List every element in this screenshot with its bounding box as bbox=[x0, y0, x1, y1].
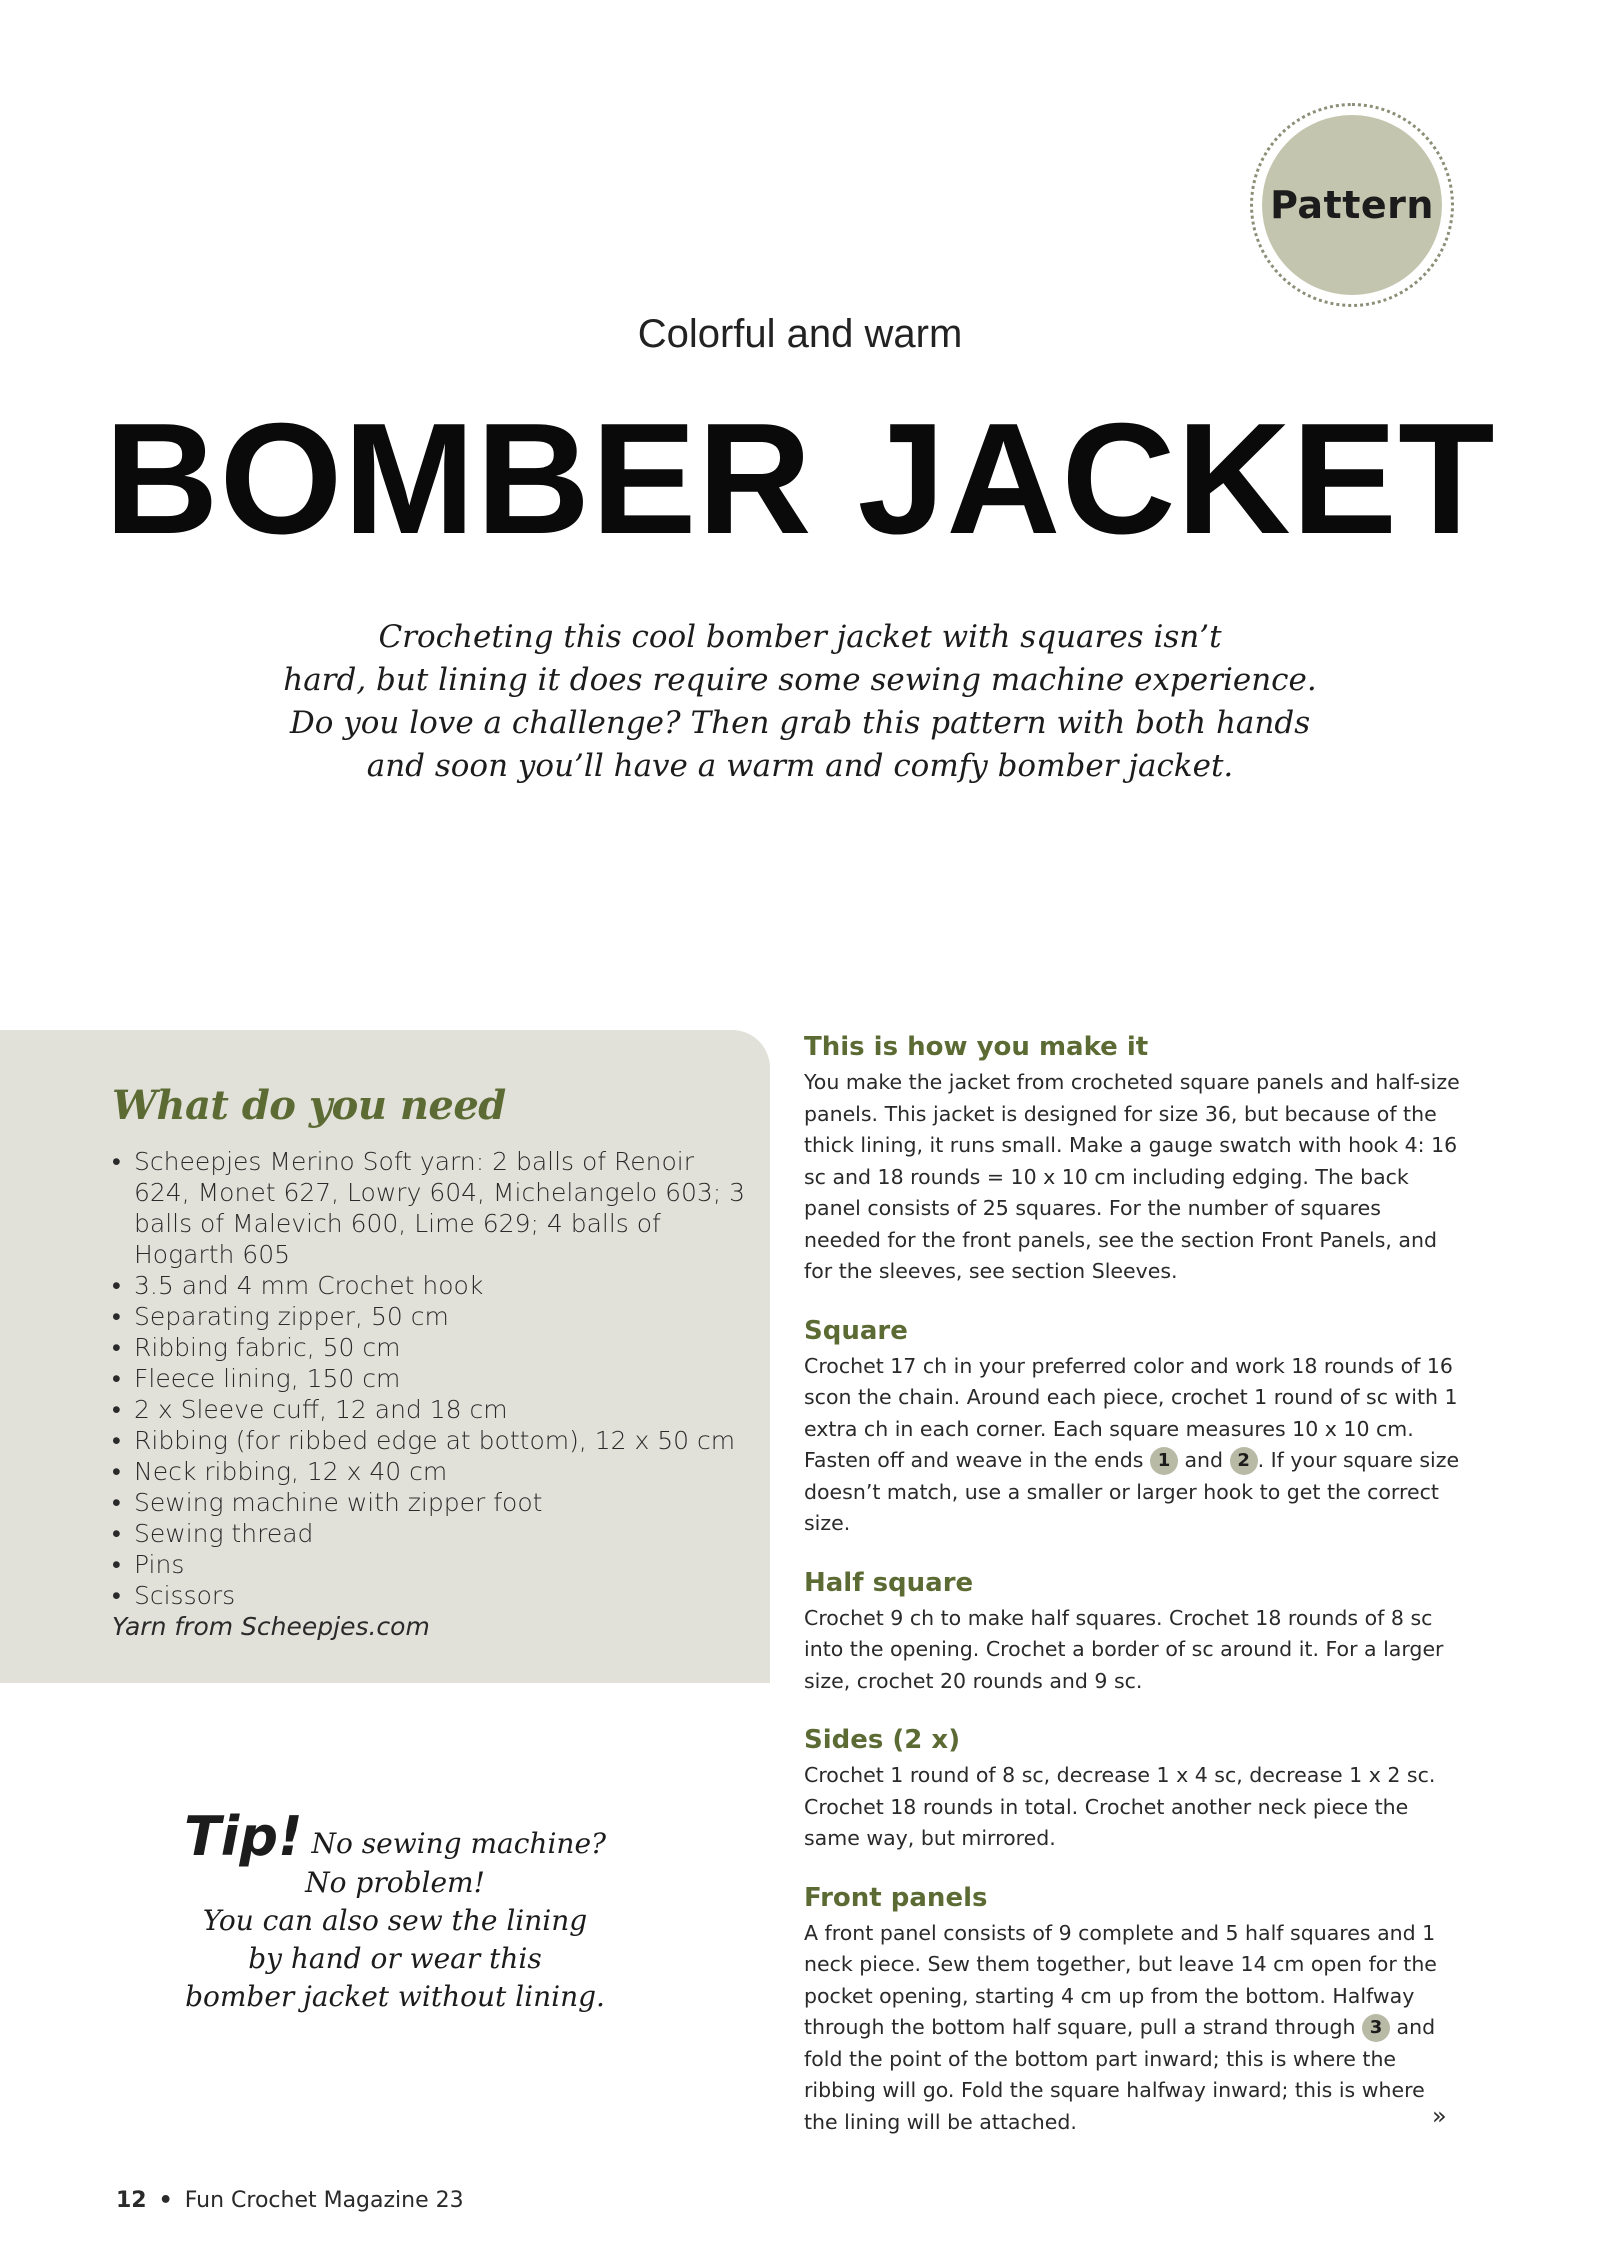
tip-line: No problem! bbox=[305, 1866, 485, 1899]
section-half-square bbox=[804, 1566, 1464, 1698]
intro-line: hard, but lining it does require some sewing machine experience. bbox=[283, 662, 1317, 698]
materials-item: • 3.5 and 4 mm Crochet hook bbox=[112, 1270, 752, 1301]
materials-item: • Ribbing fabric, 50 cm bbox=[112, 1332, 752, 1363]
materials-item: • Neck ribbing, 12 x 40 cm bbox=[112, 1456, 752, 1487]
text-run: and bbox=[1177, 1448, 1230, 1472]
page-title: BOMBER JACKET bbox=[104, 391, 1496, 567]
text-run: Crochet 17 ch in your preferred color and work 18 rounds of 16 scon the chain. Around each piece, crochet 1 round of sc with 1 extra ch in each corner. Each square measures 10 x 10 cm. Fasten off and weave in the ends bbox=[804, 1353, 1458, 1472]
intro-line: Crocheting this cool bomber jacket with squares isn’t bbox=[378, 619, 1222, 655]
step-badge: 3 bbox=[1362, 2014, 1390, 2042]
materials-item: • Scheepjes Merino Soft yarn: 2 balls of Renoir 624, Monet 627, Lowry 604, Michelangelo 603; 3 balls of Malevich 600, Lime 629; 4 balls of Hogarth 605 bbox=[112, 1146, 752, 1270]
section-text bbox=[804, 1918, 1464, 2139]
intro-text bbox=[250, 616, 1350, 788]
pattern-badge bbox=[1262, 115, 1442, 295]
kicker: Colorful and warm bbox=[637, 312, 963, 356]
tip-word: Tip! bbox=[183, 1805, 303, 1868]
instructions-column bbox=[804, 1030, 1464, 2164]
materials-item: • Sewing thread bbox=[112, 1518, 752, 1549]
tip-line: No sewing machine? bbox=[311, 1827, 607, 1860]
section-text: Crochet 1 round of 8 sc, decrease 1 x 4 sc, decrease 1 x 2 sc. Crochet 18 rounds in total. Crochet another neck piece the same way, but mirrored. bbox=[804, 1763, 1436, 1850]
materials-item: • Scissors bbox=[112, 1580, 752, 1611]
section-title: This is how you make it bbox=[804, 1032, 1149, 1062]
text-run: and fold the point of the bottom part inward; this is where the ribbing will go. Fold the square halfway inward; this is where the lining will be attached. bbox=[804, 2015, 1436, 2134]
tip-line: You can also sew the lining bbox=[202, 1904, 588, 1937]
section-title: Square bbox=[804, 1315, 908, 1346]
tip-box bbox=[180, 1805, 610, 2016]
section-front-panels bbox=[804, 1881, 1464, 2139]
materials-list bbox=[112, 1146, 752, 1611]
magazine-name: Fun Crochet Magazine 23 bbox=[184, 2188, 464, 2213]
intro-line: and soon you’ll have a warm and comfy bomber jacket. bbox=[366, 748, 1234, 784]
continue-arrow-icon: » bbox=[1432, 2102, 1447, 2130]
section-sides bbox=[804, 1723, 1464, 1855]
footer-separator: • bbox=[158, 2188, 173, 2213]
step-badge: 2 bbox=[1230, 1447, 1258, 1475]
materials-item: • Separating zipper, 50 cm bbox=[112, 1301, 752, 1332]
yarn-source: Yarn from Scheepjes.com bbox=[112, 1612, 430, 1641]
materials-title: What do you need bbox=[112, 1082, 506, 1129]
section-text bbox=[804, 1351, 1464, 1540]
intro-line: Do you love a challenge? Then grab this pattern with both hands bbox=[289, 705, 1311, 741]
section-title: Half square bbox=[804, 1567, 974, 1598]
tip-line: bomber jacket without lining. bbox=[185, 1980, 605, 2013]
materials-item: • Sewing machine with zipper foot bbox=[112, 1487, 752, 1518]
text-run: A front panel consists of 9 complete and 5 half squares and 1 neck piece. Sew them together, but leave 14 cm open for the pocket opening, starting 4 cm up from the bottom. Halfway through the bottom half square, pull a strand through bbox=[804, 1920, 1437, 2039]
page-number: 12 bbox=[116, 2188, 147, 2213]
badge-label: Pattern bbox=[1270, 183, 1434, 227]
page-footer bbox=[116, 2188, 464, 2213]
materials-item: • Pins bbox=[112, 1549, 752, 1580]
section-square bbox=[804, 1314, 1464, 1540]
section-title: Sides (2 x) bbox=[804, 1725, 961, 1755]
materials-item: • 2 x Sleeve cuff, 12 and 18 cm bbox=[112, 1394, 752, 1425]
section-text: You make the jacket from crocheted square panels and half-size panels. This jacket is designed for size 36, but because of the thick lining, it runs small. Make a gauge swatch with hook 4: 16 sc and 18 rounds = 10 x 10 cm including edging. The back panel consists of 25 squares. For the number of squares needed for the front panels, see the section Front Panels, and for the sleeves, see section Sleeves. bbox=[804, 1070, 1460, 1283]
step-badge: 1 bbox=[1150, 1447, 1178, 1475]
materials-item: • Ribbing (for ribbed edge at bottom), 12 x 50 cm bbox=[112, 1425, 752, 1456]
tip-first-line bbox=[180, 1805, 610, 1868]
section-how bbox=[804, 1030, 1464, 1288]
section-title: Front panels bbox=[804, 1882, 988, 1913]
section-text: Crochet 9 ch to make half squares. Crochet 18 rounds of 8 sc into the opening. Crochet a border of sc around it. For a larger size, crochet 20 rounds and 9 sc. bbox=[804, 1605, 1444, 1693]
tip-line: by hand or wear this bbox=[248, 1942, 542, 1975]
materials-item: • Fleece lining, 150 cm bbox=[112, 1363, 752, 1394]
text-run: . If your square size doesn’t match, use a smaller or larger hook to get the correct size. bbox=[804, 1448, 1460, 1535]
